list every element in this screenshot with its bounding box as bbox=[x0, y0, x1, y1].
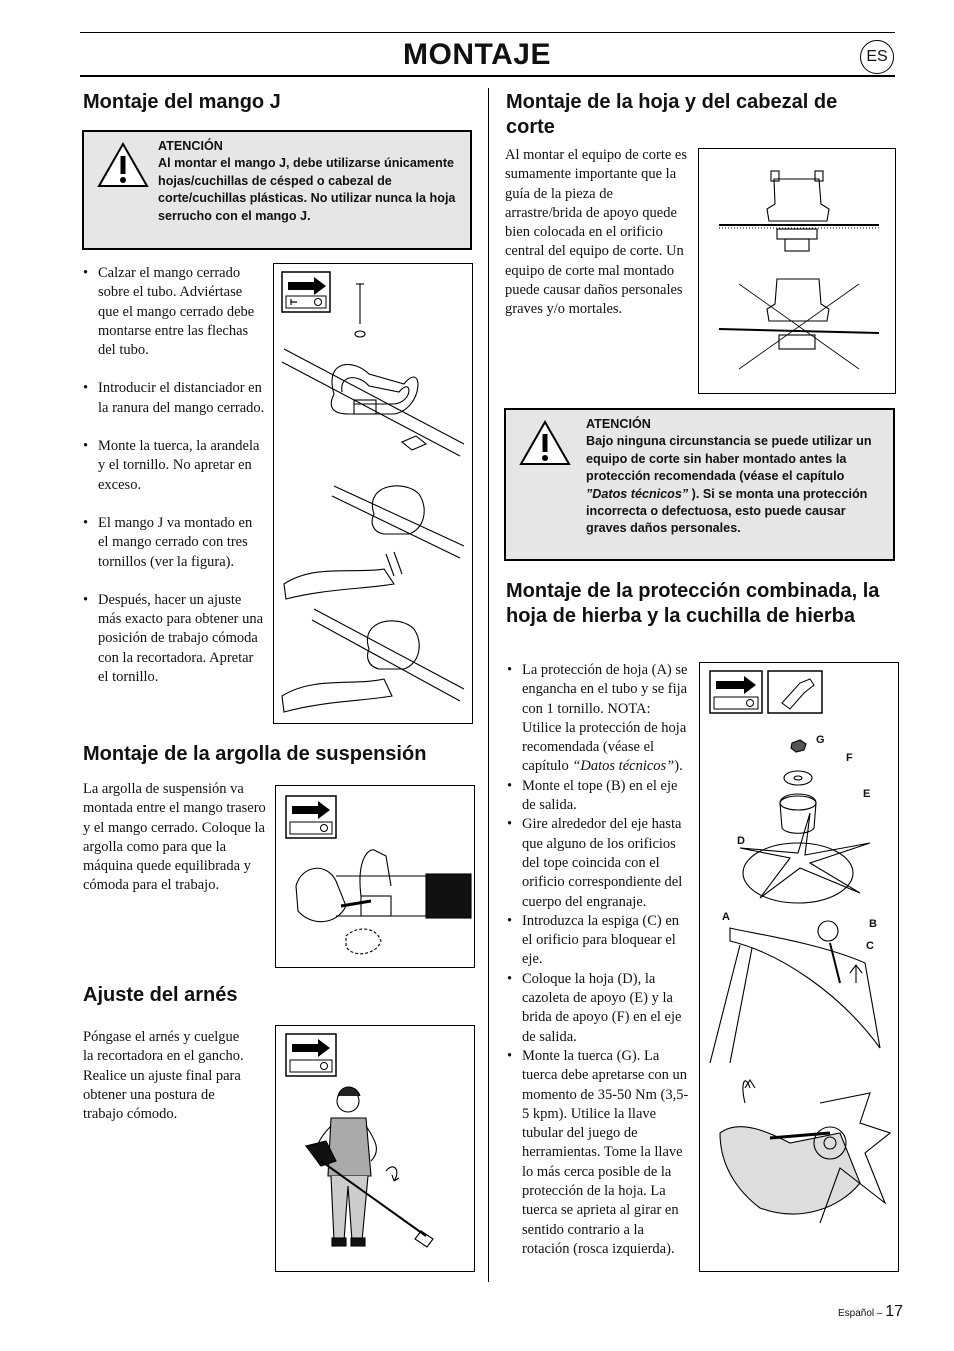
top-rule bbox=[80, 32, 895, 33]
assembly-symbol-icon bbox=[286, 796, 336, 838]
heading-hoja-cabezal: Montaje de la hoja y del cabezal de corte bbox=[506, 91, 838, 138]
footer-language: Español bbox=[838, 1308, 875, 1319]
mango-j-instructions bbox=[83, 264, 266, 706]
mango-j-figure bbox=[273, 263, 473, 724]
proteccion-figure bbox=[699, 662, 899, 1272]
warning-triangle-icon bbox=[519, 420, 571, 466]
heading-proteccion: Montaje de la protección combinada, la hoja de hierba y la cuchilla de hierba bbox=[506, 580, 880, 627]
column-divider bbox=[488, 88, 489, 1282]
warning-box-mango-j bbox=[82, 130, 472, 250]
label-b: B bbox=[869, 918, 877, 930]
heading-mango-j: Montaje del mango J bbox=[83, 91, 281, 113]
list-item: • El mango J va montado en el mango cerrado con tres tornillos (ver la figura). bbox=[83, 514, 266, 572]
proteccion-instructions bbox=[507, 661, 692, 1259]
heading-argolla: Montaje de la argolla de suspensión bbox=[83, 743, 427, 765]
list-item: • Coloque la hoja (D), la cazoleta de apoyo (E) y la brida de apoyo (F) en el eje de salida. bbox=[507, 970, 692, 1047]
warning-text: Bajo ninguna circunstancia se puede utilizar un equipo de corte sin haber montado antes la protección recomendada (véase el capítulo ”Datos técnicos” ). Si se monta una protección incorrecta o defectuosa, esto puede causar graves daños personales. bbox=[586, 434, 872, 536]
arnes-figure bbox=[275, 1025, 475, 1272]
label-g: G bbox=[816, 734, 825, 746]
arnes-text: Póngase el arnés y cuelgue la recortadora en el gancho. Realice un ajuste final para obtener una postura de trabajo cómodo. bbox=[83, 1029, 244, 1123]
hoja-cabezal-figure bbox=[698, 148, 896, 394]
warning-triangle-icon bbox=[97, 142, 149, 188]
list-item: • Calzar el mango cerrado sobre el tubo. Adviértase que el mango cerrado debe montarse entre las flechas del tubo. bbox=[83, 264, 266, 360]
list-item: • Introduzca la espiga (C) en el orificio para bloquear el eje. bbox=[507, 912, 692, 970]
header-rule bbox=[80, 75, 895, 77]
list-item: • Monte el tope (B) en el eje de salida. bbox=[507, 777, 692, 816]
cutting-head-illustration bbox=[699, 149, 895, 393]
list-item: • Monte la tuerca (G). La tuerca debe apretarse con un momento de 35-50 Nm (3,5-5 kpm). Utilice la llave tubular del juego de herramientas. Tome la llave lo más cerca posible de la protección de la hoja. La tuerca se aprieta al girar en sentido contrario a la rotación (rosca izquierda). bbox=[507, 1047, 692, 1259]
footer-separator: – bbox=[876, 1308, 883, 1319]
list-item: • La protección de hoja (A) se engancha en el tubo y se fija con 1 tornillo. NOTA: Utilice la protección de hoja recomendada (véase el capítulo “Datos técnicos”). bbox=[507, 661, 692, 777]
label-d: D bbox=[737, 835, 745, 847]
heading-arnes: Ajuste del arnés bbox=[83, 984, 238, 1006]
wrench-icon bbox=[768, 671, 822, 713]
argolla-figure bbox=[275, 785, 475, 968]
label-e: E bbox=[863, 788, 871, 800]
argolla-text: La argolla de suspensión va montada entre el mango trasero y el mango cerrado. Coloque la argolla como para que la máquina quede equilibrada y cómoda para el trabajo. bbox=[83, 781, 266, 894]
page-footer bbox=[838, 1302, 903, 1324]
label-f: F bbox=[846, 752, 853, 764]
list-item: • Monte la tuerca, la arandela y el tornillo. No apretar en exceso. bbox=[83, 437, 266, 495]
assembly-symbol-icon bbox=[286, 1034, 336, 1076]
assembly-symbol-icon bbox=[710, 671, 762, 713]
label-a: A bbox=[722, 911, 730, 923]
warning-text: Al montar el mango J, debe utilizarse únicamente hojas/cuchillas de césped o cabezal de corte/cuchillas plásticas. No utilizar nunca la hoja serrucho con el mango J. bbox=[158, 156, 456, 223]
warning-title: ATENCIÓN bbox=[158, 139, 223, 153]
hoja-cabezal-text: Al montar el equipo de corte es sumamente importante que la guía de la pieza de arrastre/brida de apoyo quede bien colocada en el orificio central del equipo de corte. Un equipo de corte mal montado puede causar daños personales graves y/o mortales. bbox=[505, 147, 687, 318]
page-number: 17 bbox=[885, 1303, 904, 1320]
page-title: MONTAJE bbox=[403, 38, 551, 71]
argolla-illustration bbox=[276, 786, 474, 967]
list-item: • Gire alrededor del eje hasta que alguno de los orificios del tope coincida con el orificio correspondiente del cuerpo del engranaje. bbox=[507, 815, 692, 911]
mango-j-illustration bbox=[274, 264, 472, 723]
list-item: • Después, hacer un ajuste más exacto para obtener una posición de trabajo cómoda con la recortadora. Apretar el tornillo. bbox=[83, 591, 266, 687]
language-badge: ES bbox=[860, 40, 894, 74]
label-c: C bbox=[866, 940, 874, 952]
arnes-illustration bbox=[276, 1026, 474, 1271]
warning-title: ATENCIÓN bbox=[586, 417, 651, 431]
warning-box-cutting bbox=[504, 408, 895, 561]
assembly-symbol-icon bbox=[282, 272, 330, 312]
list-item: • Introducir el distanciador en la ranura del mango cerrado. bbox=[83, 379, 266, 418]
blade-assembly-illustration bbox=[700, 663, 898, 1271]
